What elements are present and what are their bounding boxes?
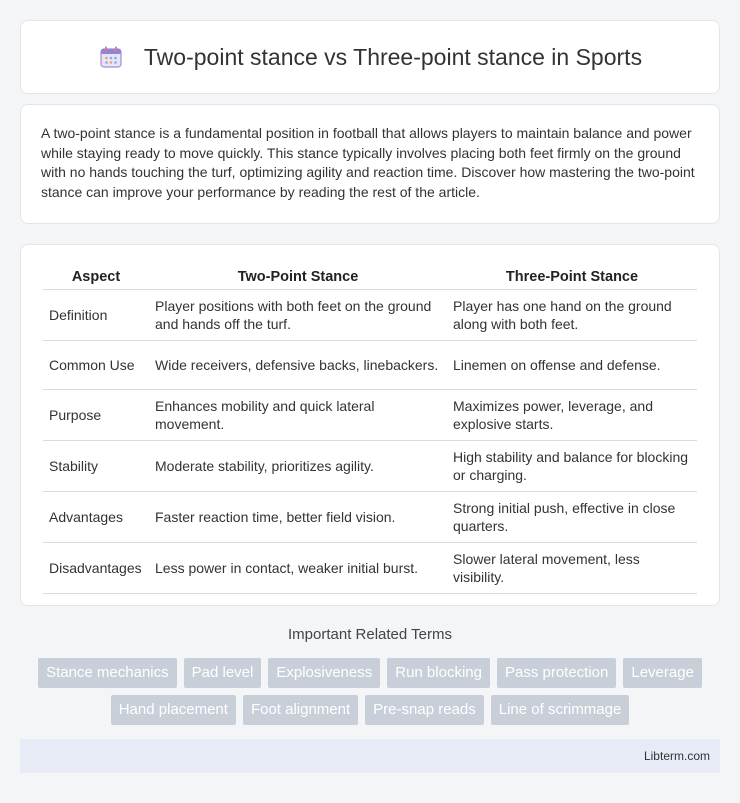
calendar-icon bbox=[98, 44, 124, 70]
footer-brand-link[interactable]: Libterm.com bbox=[643, 749, 710, 763]
row-two-point: Wide receivers, defensive backs, linebackers. bbox=[149, 341, 447, 390]
table-row bbox=[43, 441, 697, 492]
term-tag[interactable]: Run blocking bbox=[387, 658, 490, 688]
term-tag[interactable]: Pad level bbox=[184, 658, 262, 688]
term-tag[interactable]: Line of scrimmage bbox=[491, 695, 630, 725]
row-three-point: Maximizes power, leverage, and explosive starts. bbox=[447, 390, 697, 441]
row-aspect: Stability bbox=[43, 441, 149, 492]
row-three-point: Strong initial push, effective in close quarters. bbox=[447, 492, 697, 543]
related-terms-list bbox=[20, 658, 720, 725]
table-header-row bbox=[43, 263, 697, 290]
term-tag[interactable]: Hand placement bbox=[111, 695, 236, 725]
term-tag[interactable]: Pass protection bbox=[497, 658, 616, 688]
row-aspect: Advantages bbox=[43, 492, 149, 543]
term-tag[interactable]: Leverage bbox=[623, 658, 702, 688]
row-two-point: Enhances mobility and quick lateral movement. bbox=[149, 390, 447, 441]
row-two-point: Moderate stability, prioritizes agility. bbox=[149, 441, 447, 492]
table-row bbox=[43, 492, 697, 543]
comparison-table bbox=[43, 263, 697, 594]
column-header-two-point: Two-Point Stance bbox=[149, 263, 447, 290]
row-three-point: Slower lateral movement, less visibility. bbox=[447, 543, 697, 594]
term-tag[interactable]: Pre-snap reads bbox=[365, 695, 484, 725]
row-aspect: Common Use bbox=[43, 341, 149, 390]
column-header-three-point: Three-Point Stance bbox=[447, 263, 697, 290]
row-three-point: Linemen on offense and defense. bbox=[447, 341, 697, 390]
comparison-card bbox=[20, 244, 720, 606]
row-aspect: Purpose bbox=[43, 390, 149, 441]
row-aspect: Disadvantages bbox=[43, 543, 149, 594]
row-three-point: High stability and balance for blocking or charging. bbox=[447, 441, 697, 492]
table-row bbox=[43, 290, 697, 341]
row-two-point: Player positions with both feet on the ground and hands off the turf. bbox=[149, 290, 447, 341]
table-row bbox=[43, 390, 697, 441]
column-header-aspect: Aspect bbox=[43, 263, 149, 290]
term-tag[interactable]: Stance mechanics bbox=[38, 658, 177, 688]
related-terms-title: Important Related Terms bbox=[288, 626, 452, 643]
row-two-point: Less power in contact, weaker initial burst. bbox=[149, 543, 447, 594]
table-row bbox=[43, 543, 697, 594]
term-tag[interactable]: Foot alignment bbox=[243, 695, 358, 725]
term-tag[interactable]: Explosiveness bbox=[268, 658, 380, 688]
intro-card bbox=[20, 104, 720, 224]
row-three-point: Player has one hand on the ground along with both feet. bbox=[447, 290, 697, 341]
footer bbox=[20, 739, 720, 773]
page-title: Two-point stance vs Three-point stance in Sports bbox=[143, 43, 643, 70]
row-aspect: Definition bbox=[43, 290, 149, 341]
intro-paragraph: A two-point stance is a fundamental position in football that allows players to maintain balance and power while staying ready to move quickly. This stance typically involves placing both feet firmly on the ground with no hands touching the turf, optimizing agility and reaction time. Discover how mastering the two-point stance can improve your performance by reading the rest of the article. bbox=[41, 125, 695, 200]
header-card bbox=[20, 20, 720, 94]
row-two-point: Faster reaction time, better field vision. bbox=[149, 492, 447, 543]
table-row bbox=[43, 341, 697, 390]
